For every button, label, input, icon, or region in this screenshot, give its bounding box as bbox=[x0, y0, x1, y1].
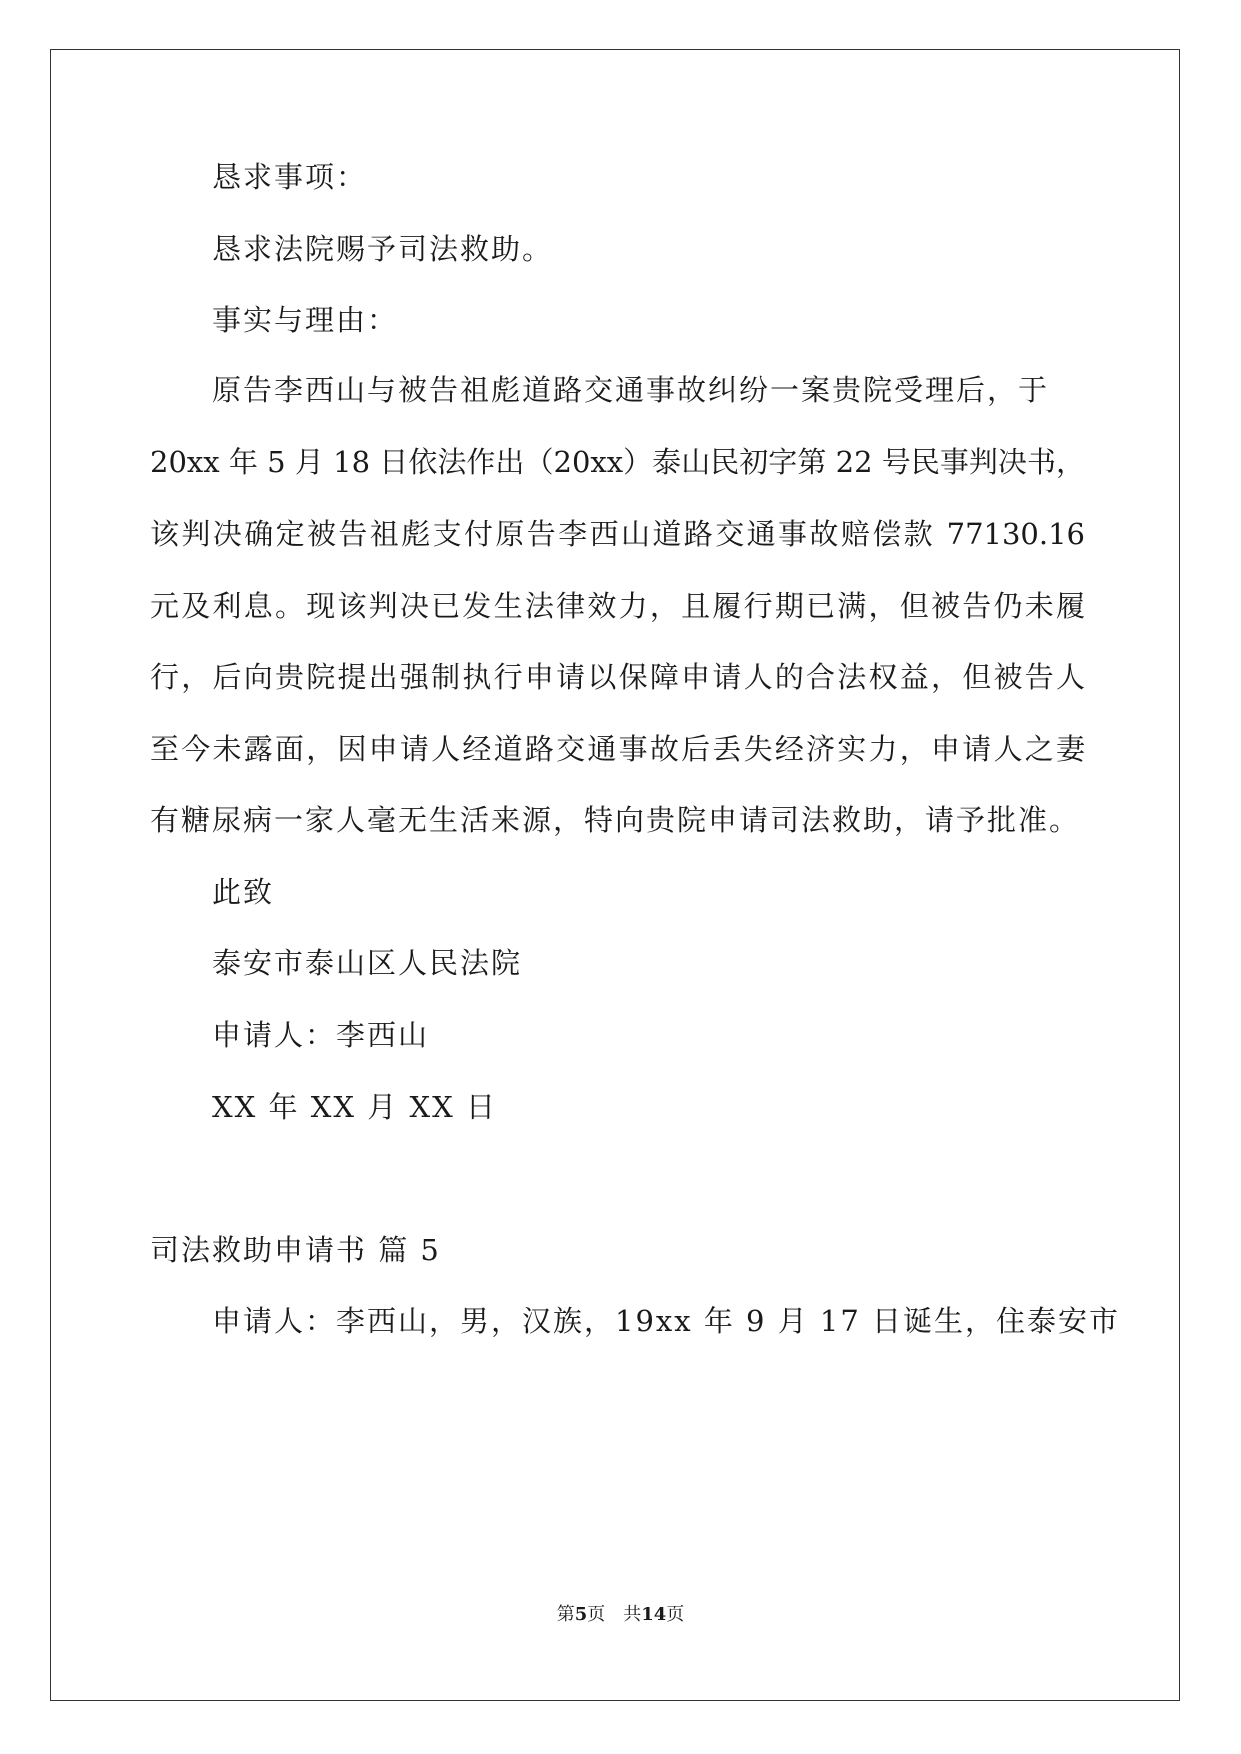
footer-middle: 页 共 bbox=[587, 1604, 642, 1625]
body-line-2: 20xx 年 5 月 18 日依法作出（20xx）泰山民初字第 22 号民事判决书， bbox=[150, 445, 1085, 479]
footer-total-pages: 14 bbox=[641, 1604, 667, 1625]
applicant-signature: 申请人：李西山 bbox=[212, 1018, 430, 1052]
body-line-6: 至今未露面，因申请人经道路交通事故后丢失经济实力，申请人之妻 bbox=[150, 732, 1085, 766]
footer-suffix: 页 bbox=[666, 1604, 685, 1625]
body-line-4: 元及利息。现该判决已发生法律效力，且履行期已满，但被告仍未履 bbox=[150, 589, 1085, 623]
recipient-court: 泰安市泰山区人民法院 bbox=[212, 946, 523, 980]
footer-page-number: 5 bbox=[574, 1604, 588, 1625]
section-title: 司法救助申请书 篇 5 bbox=[150, 1233, 441, 1267]
applicant-info-line: 申请人：李西山，男，汉族，19xx 年 9 月 17 日诞生，住泰安市 bbox=[212, 1304, 1121, 1338]
date-line: XX 年 XX 月 XX 日 bbox=[212, 1090, 497, 1124]
heading-request-items: 恳求事项： bbox=[212, 160, 368, 194]
body-line-3: 该判决确定被告祖彪支付原告李西山道路交通事故赔偿款 77130.16 bbox=[150, 517, 1085, 551]
body-line-7: 有糖尿病一家人毫无生活来源，特向贵院申请司法救助，请予批准。 bbox=[150, 803, 1081, 837]
request-text: 恳求法院赐予司法救助。 bbox=[212, 232, 554, 266]
heading-facts-reasons: 事实与理由： bbox=[212, 303, 399, 337]
body-line-5: 行，后向贵院提出强制执行申请以保障申请人的合法权益，但被告人 bbox=[150, 660, 1085, 694]
body-line-1: 原告李西山与被告祖彪道路交通事故纠纷一案贵院受理后，于 bbox=[212, 373, 1050, 407]
closing-salutation: 此致 bbox=[212, 875, 275, 909]
page-footer bbox=[0, 1604, 1241, 1626]
footer-prefix: 第 bbox=[556, 1604, 575, 1625]
